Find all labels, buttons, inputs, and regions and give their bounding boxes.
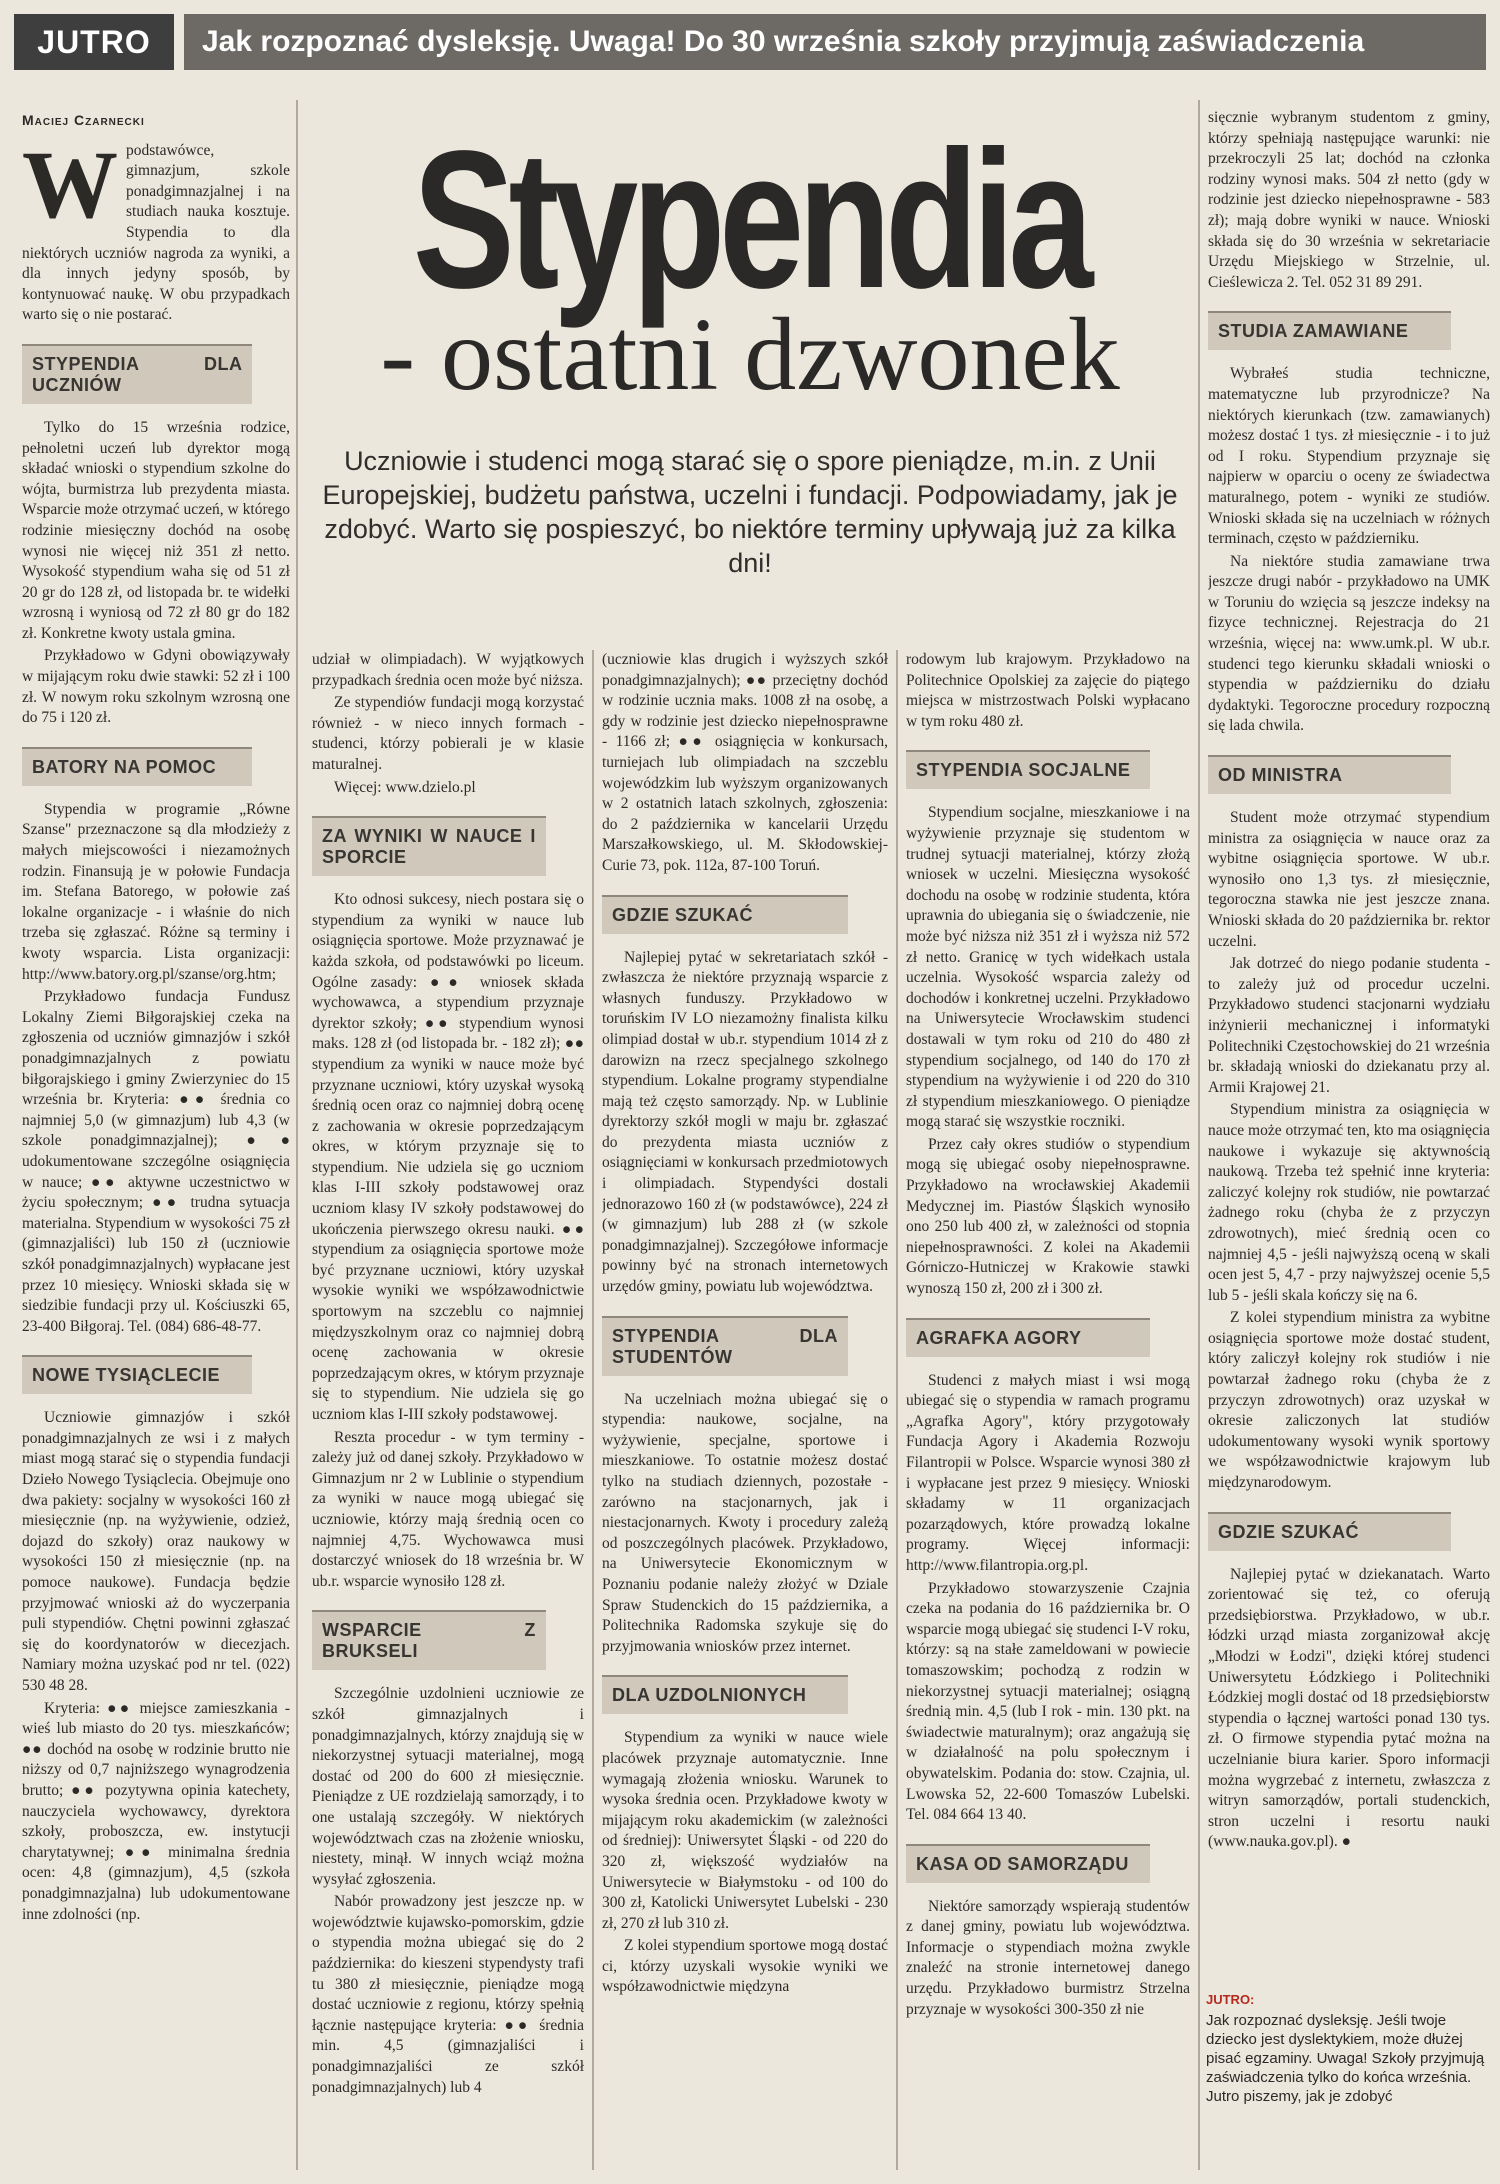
paragraph: Reszta procedur - w tym terminy - zależy już od danej szkoły. Przykładowo w Gimnazjum nr 2 w Lublinie o stypendium za wyniki w nauce mogą ubiegać się uczniowie, którzy mają średnią ocen co najmniej 4,75. Wychowawca musi dostarczyć wniosek do 18 września br. W ub.r. wsparcie wynosiło 128 zł. — [312, 1428, 584, 1590]
tomorrow-headline: Jak rozpoznać dysleksję. Uwaga! Do 30 września szkoły przyjmują zaświadczenia — [184, 14, 1486, 70]
paragraph: Najlepiej pytać w sekretariatach szkół - zwłaszcza że niektóre przyznają wsparcie z własnych funduszy. Przykładowo w toruńskim IV LO niezamożny finalista kilku olimpiad dostał w ub.r. stypendium 1014 zł z darowizn na rzecz specjalnego szkolnego stypendium. Lokalne programy stypendialne mają też często samorządy. Np. w Lublinie dyrektorzy szkół mogli w maju br. zgłaszać do prezydenta miasta uczniów z osiągnięciami w konkursach przedmiotowych i olimpiadach. Stypendyści dostali jednorazowo 160 zł (w podstawówce), 224 zł (w gimnazjum) lub 288 zł (w szkole ponadgimnazjalnej). Szczegółowe informacje powinny być na stronach internetowych urzędów gminy, powiatu lub województwa. — [602, 948, 888, 1296]
section-heading: AGRAFKA AGORY — [906, 1318, 1150, 1357]
section-heading: BATORY NA POMOC — [22, 747, 252, 786]
paragraph: Przez cały okres studiów o stypendium mogą się ubiegać osoby niepełnosprawne. Przykładowo na wrocławskiej Akademii Medycznej im. Piastów Śląskich wynosiło ono 250 lub 400 zł, w zależności od stopnia niepełnosprawności. Z kolei na Akademii Górniczo-Hutniczej w Krakowie stawki wynoszą 150 zł, 200 zł i 300 zł. — [906, 1135, 1190, 1298]
tomorrow-teaser — [1206, 1990, 1492, 2106]
column-divider — [592, 650, 594, 2170]
paragraph: Ze stypendiów fundacji mogą korzystać również - w nieco innych formach - studenci, którzy pobierali je w klasie maturalnej. — [312, 694, 584, 773]
dropcap: W — [22, 130, 118, 238]
column-divider — [896, 650, 898, 2170]
paragraph: Kryteria: ●● miejsce zamieszkania - wieś lub miasto do 20 tys. mieszkańców; ●● dochód na osobę w rodzinie brutto nie niższy od 0,7 najniższego wynagrodzenia brutto; ●● pozytywna opinia katechety, nauczyciela wychowawcy, dyrektora szkoły, proboszcza, ew. instytucji charytatywnej; ●● minimalna średnia ocen: 4,8 (gimnazjum), 4,5 (szkoła ponadgimnazjalna) lub udokumentowane inne zdolności (np. — [22, 1699, 290, 1923]
section-heading: STYPENDIA SOCJALNE — [906, 750, 1150, 789]
paragraph: Niektóre samorządy wspierają studentów z danej gminy, powiatu lub województwa. Informacje o stypendiach można zwykle znaleźć na stronie internetowej danego urzędu. Przykładowo burmistrz Strzelna przyznaje w wysokości 300-350 zł nie — [906, 1897, 1190, 2018]
teaser-label: JUTRO: — [1206, 1992, 1255, 2007]
section-heading: WSPARCIE Z BRUKSELI — [312, 1610, 546, 1670]
subtitle: - ostatni dzwonek — [380, 297, 1120, 412]
column-1 — [22, 110, 290, 2170]
top-banner — [14, 14, 1486, 70]
teaser-text: Jak rozpoznać dysleksję. Jeśli twoje dziecko jest dyslektykiem, może dłużej pisać egzaminy. Uwaga! Szkoły przyjmują zaświadczenia tylko do końca września. Jutro piszemy, jak je zdobyć — [1206, 2012, 1485, 2105]
lead-paragraph: Uczniowie i studenci mogą starać się o spore pieniądze, m.in. z Unii Europejskiej, budżetu państwa, uczelni i fundacji. Podpowiadamy, jak je zdobyć. Warto się pospieszyć, bo niektóre terminy upływają już za kilka dni! — [322, 446, 1178, 578]
column-4 — [906, 650, 1190, 2170]
paragraph: Student może otrzymać stypendium ministra za osiągnięcia w nauce oraz za wybitne osiągnięcia sportowe. W ub.r. wynosiło ono 1,3 tys. zł miesięcznie, tegoroczna stawka nie jest jeszcze znana. Wnioski składa do 20 października br. rektor uczelni. — [1208, 809, 1490, 950]
column-divider — [1198, 100, 1200, 2170]
paragraph: rodowym lub krajowym. Przykładowo na Politechnice Opolskiej za zajęcie do piątego miejsca w mistrzostwach Polski wypłacano w tym roku 480 zł. — [906, 651, 1190, 730]
column-5 — [1208, 108, 1490, 1984]
intro-text: podstawówce, gimnazjum, szkole ponadgimnazjalnej i na studiach nauka kosztuje. Stypendia to dla niektórych uczniów nagroda za wyniki, a dla innych jedyny sposób, by kontynuować naukę. W obu przypadkach warto się o nie postarać. — [22, 141, 290, 324]
section-heading: GDZIE SZUKAĆ — [602, 895, 848, 934]
paragraph: sięcznie wybranym studentom z gminy, którzy spełniają następujące warunki: nie przekroczyli 25 lat; dochód na członka rodziny wynosi maks. 504 zł netto (gdy w rodzinie jest dziecko niepełnosprawne - 583 zł); mają dobre wyniki w nauce. Wnioski składa się do 30 września w sekretariacie Urzędu Miejskiego w Strzelnie, ul. Cieślewicza 2. Tel. 052 31 89 291. — [1208, 109, 1490, 291]
section-heading: OD MINISTRA — [1208, 755, 1451, 794]
section-heading: STUDIA ZAMAWIANE — [1208, 311, 1451, 350]
paragraph: Przykładowo fundacja Fundusz Lokalny Ziemi Biłgorajskiej czeka na zgłoszenia od uczniów gimnazjów i szkół ponadgimnazjalnych z powiatu biłgorajskiego i gminy Zwierzyniec do 15 września br. Kryteria: ●● średnia co najmniej 5,0 (w gimnazjum) lub 4,3 (w szkole ponadgimnazjalnej); ●● udokumentowane szczególne osiągnięcia w nauce; ●● aktywne uczestnictwo w życiu społecznym; ●● trudna sytuacja materialna. Stypendium w wysokości 75 zł (gimnazjaliści) lub 150 zł (uczniowie szkół ponadgimnazjalnych) wypłacane jest przez 10 miesięcy. Wnioski składa się w siedzibie fundacji przy ul. Kościuszki 65, 23-400 Biłgoraj. Tel. (084) 686-48-77. — [22, 988, 290, 1335]
paragraph: (uczniowie klas drugich i wyższych szkół ponadgimnazjalnych); ●● przeciętny dochód w rodzinie ucznia maks. 1008 zł na osobę, a gdy w rodzinie jest dziecko niepełnosprawne - 1166 zł; ●● osiągnięcia w konkursach, turniejach lub olimpiadach na szczeblu wojewódzkim lub wyższym organizowanych w 2 ostatnich latach szkolnych, zgłoszenia: do 2 października w kancelarii Urzędu Marszałkowskiego, ul. M. Skłodowskiej-Curie 73, pok. 112a, 87-100 Toruń. — [602, 651, 888, 874]
tomorrow-tag: JUTRO — [14, 14, 174, 70]
paragraph: Stypendium za wyniki w nauce wiele placówek przyznaje automatycznie. Inne wymagają złożenia wniosku. Warunek to wysoka średnia ocen. Przykładowe kwoty w mijającym roku akademickim (w zależności od średniej): Uniwersytet Śląski - od 220 do 320 zł, większość wydziałów na Uniwersytecie w Białymstoku - od 100 do 300 zł, Katolicki Uniwersytet Lubelski - 230 zł, 270 zł lub 310 zł. — [602, 1729, 888, 1932]
paragraph: Przykładowo w Gdyni obowiązywały w mijającym roku dwie stawki: 52 zł i 100 zł. W nowym roku szkolnym wzrosną one do 75 i 120 zł. — [22, 647, 290, 727]
paragraph: Studenci z małych miast i wsi mogą ubiegać się o stypendia w ramach programu „Agrafka Agory", który przygotowały Fundacja Agory i Akademia Rozwoju Filantropii w Polsce. Wsparcie wynosi 380 zł i wypłacane jest przez 9 miesięcy. Wnioski składamy w 11 organizacjach pozarządowych, które prowadzą lokalne programy. Więcej informacji: http://www.filantropia.org.pl. — [906, 1371, 1190, 1574]
paragraph: Jak dotrzeć do niego podanie studenta - to zależy już od procedur uczelni. Przykładowo studenci stacjonarni wydziału inżynierii mechanicznej i informatyki Politechniki Częstochowskiej do 21 września br. składają wnioski do dziekanatu przy al. Armii Krajowej 21. — [1208, 955, 1490, 1096]
paragraph: Z kolei stypendium ministra za wybitne osiągnięcia sportowe może dostać student, który zaliczył kolejny rok studiów i nie powtarzał żadnego roku (chyba że z przyczyn zdrowotnych) oraz uzyskał w okresie zaliczonych lat studiów udokumentowany wysoki wynik sportowy we współzawodnictwie krajowym lub międzynarodowym. — [1208, 1309, 1490, 1492]
paragraph: Z kolei stypendium sportowe mogą dostać ci, którzy uzyskali wysokie wyniki we współzawodnictwie międzyna — [602, 1937, 888, 1996]
paragraph: Najlepiej pytać w dziekanatach. Warto zorientować się też, co oferują przedsiębiorstwa. Przykładowo, w ub.r. łódzki urząd miasta zorganizował akcję „Młodzi w Łodzi", dzięki której studenci Uniwersytetu Łódzkiego i Politechniki Łódzkiej mogli dostać od 18 przedsiębiorstw stypendia o łącznej wartości ponad 130 tys. zł. O firmowe stypendia pytać można na uczelnianie biura karier. Sporo informacji można wygrzebać z internetu, zwłaszcza z witryn samorządów, portali studenckich, stron uczelni i resortu nauki (www.nauka.gov.pl). ● — [1208, 1565, 1490, 1851]
paragraph: Tylko do 15 września rodzice, pełnoletni uczeń lub dyrektor mogą składać wnioski o stypendium szkolne do wójta, burmistrza lub prezydenta miasta. Wsparcie może otrzymać uczeń, w którego rodzinie miesięczny dochód na osobę wynosi nie więcej niż 351 zł netto. Wysokość stypendium waha się od 51 zł 20 gr do 128 zł, od listopada br. te widełki wzrosną i wyniosą od 72 zł 80 gr do 182 zł. Konkretne kwoty ustala gmina. — [22, 418, 290, 642]
section-heading: STYPENDIA DLA STUDENTÓW — [602, 1316, 848, 1376]
paragraph: Więcej: www.dzielo.pl — [334, 778, 476, 796]
column-3 — [602, 650, 888, 2170]
paragraph: Przykładowo stowarzyszenie Czajnia czeka na podania do 16 października br. O wsparcie mogą ubiegać się studenci I-V roku, którzy: są na stałe zameldowani w powiecie tomaszowskim; pochodzą z rodzin w niekorzystnej sytuacji materialnej; osiągną średnią min. 4,5 (lub I rok - min. 130 pkt. na świadectwie maturalnym); oraz angażują się w działalność na polu społecznym i obywatelskim. Podania do: stow. Czajnia, ul. Lwowska 52, 22-600 Tomaszów Lubelski. Tel. 084 664 13 40. — [906, 1579, 1190, 1824]
section-heading: GDZIE SZUKAĆ — [1208, 1512, 1451, 1551]
section-heading: NOWE TYSIĄCLECIE — [22, 1355, 252, 1394]
column-divider — [296, 100, 298, 2170]
paragraph: Nabór prowadzony jest jeszcze np. w województwie kujawsko-pomorskim, gdzie o stypendia można ubiegać się do 2 października: do kieszeni stypendysty trafi tu 380 zł miesięcznie, pieniądze mogą dostać uczniowie z regionu, którzy spełnią łącznie następujące kryteria: ●● średnia min. 4,5 (gimnazjaliści i ponadgimnazjaliści ze szkół ponadgimnazjalnych) lub 4 — [312, 1893, 584, 2096]
paragraph: udział w olimpiadach). W wyjątkowych przypadkach średnia ocen może być niższa. — [312, 651, 584, 689]
section-heading: DLA UZDOLNIONYCH — [602, 1675, 848, 1714]
paragraph: Stypendium socjalne, mieszkaniowe i na wyżywienie przyznaje się studentom w trudnej sytuacji materialnej, którzy złożą wniosek w uczelni. Miesięczna wysokość dochodu na osobę w rodzinie studenta, która uprawnia do ubiegania się o świadczenie, nie może być niższa niż 351 zł i wyższa niż 572 zł netto. Granicę w tych widełkach ustala uczelnia. Wysokość wsparcia zależy od dochodów i konkretnej uczelni. Przykładowo na Uniwersytecie Wrocławskim studenci dostawali w tym roku od 210 do 480 zł stypendium socjalnego, od 140 do 170 zł stypendium na wyżywienie i od 220 do 310 zł stypendium mieszkaniowego. O pieniądze mogą starać się wszystkie roczniki. — [906, 804, 1190, 1131]
section-heading: STYPENDIA DLA UCZNIÓW — [22, 344, 252, 404]
section-heading: KASA OD SAMORZĄDU — [906, 1844, 1150, 1883]
paragraph: Uczniowie gimnazjów i szkół ponadgimnazjalnych ze wsi i z małych miast mogą starać się o stypendia fundacji Dzieło Nowego Tysiąclecia. Obejmuje ono dwa pakiety: socjalny w wysokości 160 zł miesięcznie (np. na wyżywienie, odzież, dojazd do szkoły) oraz naukowy w wysokości 150 zł miesięcznie (np. na pomoce naukowe). Fundacja będzie przyjmować wnioski aż do wyczerpania puli stypendiów. Chętni powinni zgłaszać się do koordynatorów w diecezjach. Namiary można uzyskać pod nr tel. (022) 530 48 28. — [22, 1409, 290, 1694]
paragraph: Stypendium ministra za osiągnięcia w nauce może otrzymać ten, kto ma osiągnięcia naukowe i wykazuje się aktywnością naukową. Trzeba też spełnić inne kryteria: zaliczyć kolejny rok studiów, nie powtarzać żadnego roku (chyba że z przyczyn zdrowotnych), mieć średnią ocen co najmniej 4,5 - jeśli najwyższą oceną w skali ocen jest 5, 4,7 - przy najwyższej ocenie 5,5 lub 5 - jeśli skala kończy się na 6. — [1208, 1101, 1490, 1304]
intro-paragraph — [22, 130, 290, 326]
column-2 — [312, 650, 584, 2170]
paragraph: Stypendia w programie „Równe Szanse" przeznaczone są dla młodzieży z małych miejscowości i niezamożnych rodzin. Finansują je w połowie Fundacja im. Stefana Batorego, w połowie zaś lokalne organizacje - i właśnie do nich trzeba się zgłaszać. Różne są terminy i kwoty wsparcia. Lista organizacji: http://www.batory.org.pl/szanse/org.htm; — [22, 800, 290, 983]
paragraph: Szczególnie uzdolnieni uczniowie ze szkół gimnazjalnych i ponadgimnazjalnych, którzy znajdują się w niekorzystnej sytuacji materialnej, mogą dostać od 200 do 600 zł miesięcznie. Pieniądze z UE rozdzielają samorządy, i to one ustalają szczegóły. W niektórych województwach czas na złożenie wniosku, niestety, minął. W innych wciąż można wysyłać zgłoszenia. — [312, 1685, 584, 1888]
section-heading: ZA WYNIKI W NAUCE I SPORCIE — [312, 816, 546, 876]
paragraph: Kto odnosi sukcesy, niech postara się o stypendium za wyniki w nauce lub osiągnięcia sportowe. Może przyznawać je każda szkoła, od podstawówki po liceum. Ogólne zasady: ●● wniosek składa wychowawca, a stypendium przyznaje dyrektor szkoły; ●● stypendium wynosi maks. 128 zł (od listopada br. - 182 zł); ●● stypendium za wyniki w nauce może być przyznane uczniowi, który uzyskał wysoką średnią ocen oraz co najmniej dobrą ocenę z zachowania w okresie poprzedzającym okres, w którym przyznaje się to stypendium. Nie udziela się go uczniom klas I-III szkoły podstawowej oraz uczniom klasy IV szkoły podstawowej do ukończenia pierwszego okresu nauki. ●● stypendium za osiągnięcia sportowe może być przyznane uczniowi, który uzyskał wysokie wyniki we współzawodnictwie sportowym na szczeblu co najmniej międzyszkolnym oraz co najmniej dobrą ocenę zachowania w okresie poprzedzającym okres, w którym przyznaje się to stypendium. Nie udziela się go uczniom klas I-III szkoły podstawowej. — [312, 891, 584, 1423]
author-byline: Maciej Czarnecki — [22, 112, 145, 128]
headline-block — [300, 110, 1200, 640]
paragraph: Na uczelniach można ubiegać się o stypendia: naukowe, socjalne, na wyżywienie, specjalne, sportowe i mieszkaniowe. To ostatnie możesz dostać tylko na studiach dziennych, pozostałe - zarówno na stacjonarnych, jak i niestacjonarnych. Kwoty i procedury zależą od poszczególnych placówek. Przykładowo, na Uniwersytecie Ekonomicznym w Poznaniu podanie należy złożyć w Dziale Spraw Studenckich do 15 października, a Politechnika Radomska szykuje się do przyjmowania wniosków przez internet. — [602, 1390, 888, 1655]
main-title: Stypendia — [412, 110, 1088, 329]
paragraph: Wybrałeś studia techniczne, matematyczne lub przyrodnicze? Na niektórych kierunkach (tzw. zamawianych) możesz dostać 1 tys. zł miesięcznie - i to już od I roku. Stypendium przyznaje się najpierw w oparciu o oceny ze świadectwa maturalnego, potem - wyniki ze studiów. Wnioski składa się na uczelniach w różnych terminach, często w październiku. — [1208, 365, 1490, 548]
paragraph: Na niektóre studia zamawiane trwa jeszcze drugi nabór - przykładowo na UMK w Toruniu do wzięcia są jeszcze indeksy na fizyce technicznej. Rejestracja do 21 września, więcej na: www.umk.pl. W ub.r. studenci tego kierunku składali wnioski o stypendia w październiku do działu dydaktyki. Tegoroczne procedury rozpoczną się lada chwila. — [1208, 552, 1490, 735]
